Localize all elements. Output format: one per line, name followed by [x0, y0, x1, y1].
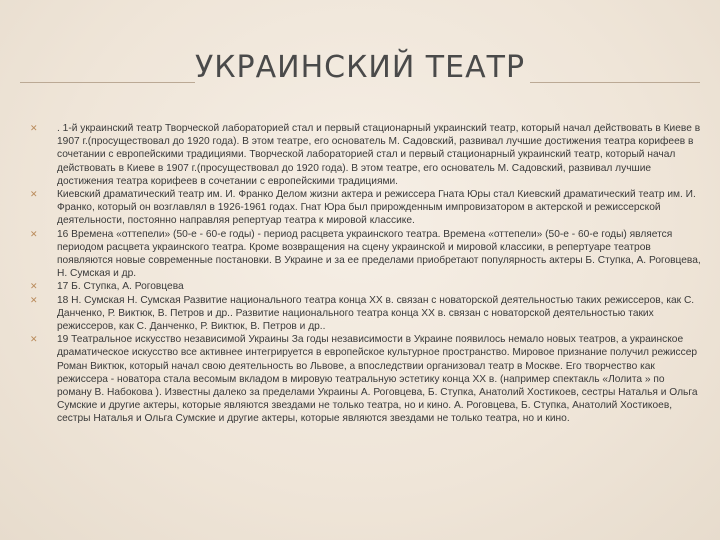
- list-item-text: Киевский драматический театр им. И. Франко Делом жизни актера и режиссера Гната Юры стал Киевский драматический театр им. И. Франко, который он возглавлял в 1926-1961 годах. Гнат Юра был прирожденным импровизатором в актерской и режиссерской деятельности, постоянно направляя репертуар театра к мировой классике.: [57, 189, 696, 227]
- list-item-text: 19 Театральное искусство независимой Украины За годы независимости в Украине появилось немало новых театров, а украинское драматическое искусство все активнее интегрируется в европейское культурное пространство. Мировое признание получил режиссер Роман Виктюк, который начал свою деятельность во Львове, а впоследствии организовал театр в Москве. Его творчество как режиссера - новатора стала весомым вкладом в мировую театральную эстетику конца XX в. (например спектакль «Лолита » по роману В. Набокова ). Известны далеко за пределами Украины А. Роговцева, Б. Ступка, Анатолий Хостикоев, сестры Наталья и Ольга Сумские и другие актеры, которые являются звездами не только театра, но и кино. А. Роговцева, Б. Ступка, Анатолий Хостикоев, сестры Наталья и Ольга Сумские и другие актеры, которые являются звездами не только театра, но и кино.: [57, 334, 698, 425]
- x-bullet-icon: ✕: [30, 334, 38, 345]
- list-item: [30, 188, 702, 228]
- x-bullet-icon: ✕: [30, 228, 38, 239]
- list-item: [30, 333, 702, 425]
- list-item: [30, 228, 702, 281]
- title-rule-right: [530, 82, 700, 83]
- x-bullet-icon: ✕: [30, 123, 38, 133]
- list-item-text: . 1-й украинский театр Творческой лабораторией стал и первый стационарный украинский театр, который начал действовать в Киеве в 1907 г.(просуществовал до 1920 года). В этом театре, его основатель М. Садовский, развивал лучшие достижения театра корифеев в сочетании с европейскими традициями. Творческой лабораторией стал и первый стационарный украинский театр, который начал действовать в Киеве в 1907 г.(просуществовал до 1920 года). В этом театре, его основатель М. Садовский, развивал лучшие достижения театра корифеев в сочетании с европейскими традициями.: [57, 123, 701, 187]
- x-bullet-icon: ✕: [30, 189, 38, 200]
- list-item: [30, 280, 702, 293]
- list-item: [30, 122, 702, 188]
- list-item-text: 17 Б. Ступка, А. Роговцева: [57, 281, 184, 293]
- list-item: [30, 294, 702, 334]
- list-item-text: 16 Времена «оттепели» (50-е - 60-е годы) - период расцвета украинского театра. Времена «оттепели» (50-е - 60-е годы) является периодом расцвета украинского театра. Кроме возвращения на сцену украинской и мировой классики, в репертуаре театров появляются новые современные постановки. В Украине и за ее пределами приобретают популярность актеры Б. Ступка, А. Роговцева, Н. Сумская и др.: [57, 228, 701, 280]
- slide-title: УКРАИНСКИЙ ТЕАТР: [194, 50, 526, 85]
- bullet-list: [30, 122, 702, 426]
- x-bullet-icon: ✕: [30, 294, 38, 305]
- list-item-text: 18 Н. Сумская Н. Сумская Развитие национального театра конца XX в. связан с новаторской деятельностью таких режиссеров, как С. Данченко, Р. Виктюк, В. Петров и др.. Развитие национального театра конца XX в. связан с новаторской деятельностью таких режиссеров, как С. Данченко, Р. Виктюк, В. Петров и др..: [57, 294, 695, 333]
- x-bullet-icon: ✕: [30, 281, 38, 292]
